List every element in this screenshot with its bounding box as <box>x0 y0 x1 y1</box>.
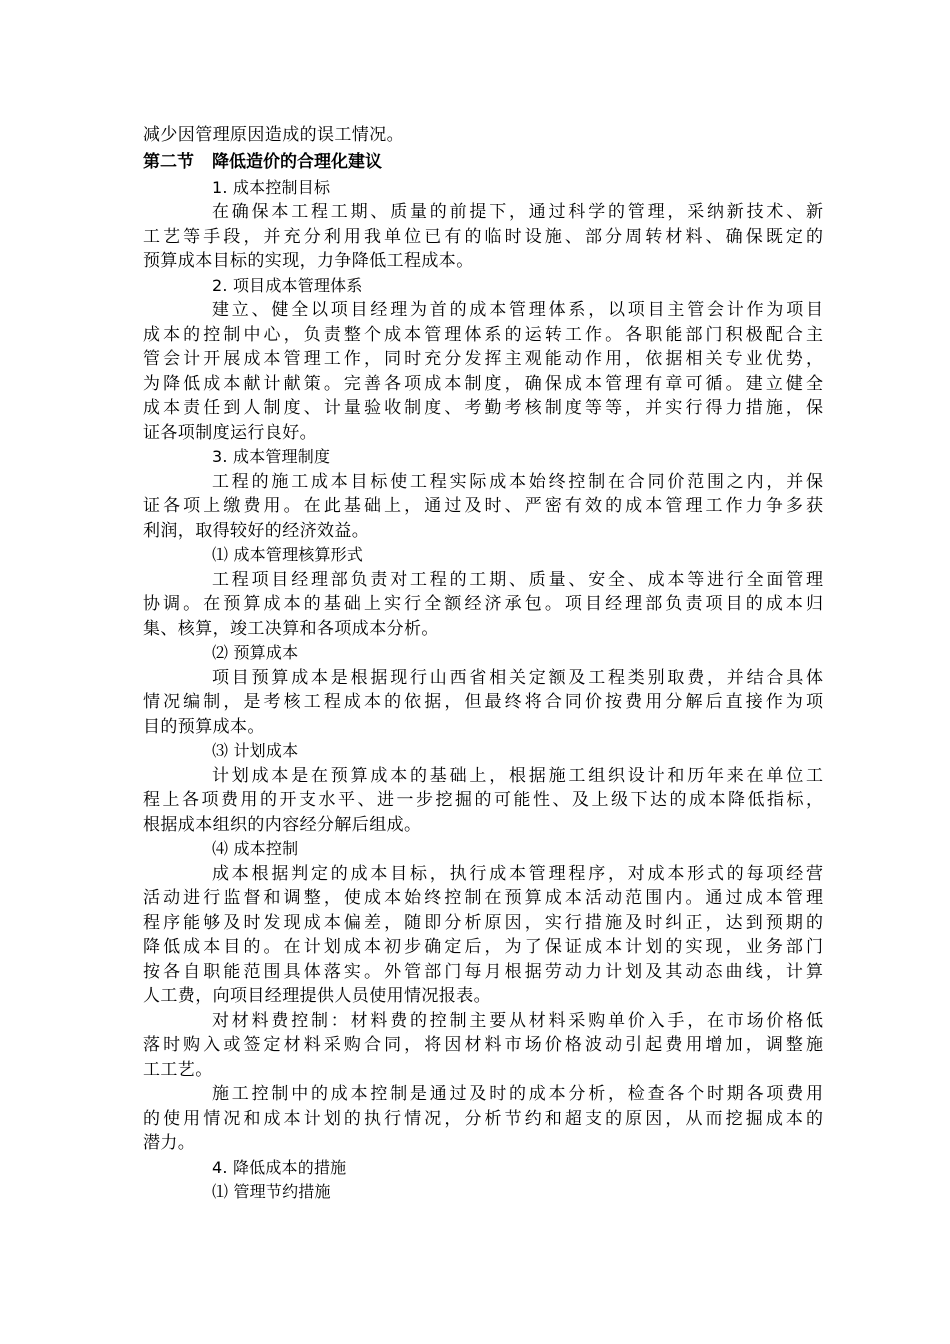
paragraph-line: 成本的控制中心，负责整个成本管理体系的运转工作。各职能部门积极配合主 <box>143 324 823 345</box>
subheading <box>143 1180 823 1205</box>
paragraph-line: 证各项制度运行良好。 <box>143 422 317 443</box>
paragraph <box>143 764 823 838</box>
paragraph-line: 按各自职能范围具体落实。外管部门每月根据劳动力计划及其动态曲线，计算 <box>143 961 823 982</box>
paragraph-line: 程上各项费用的开支水平、进一步挖掘的可能性、及上级下达的成本降低指标， <box>143 790 823 810</box>
subheading <box>143 1156 823 1181</box>
subheading-text: ⑷ 成本控制 <box>212 839 299 858</box>
paragraph-line: 程序能够及时发现成本偏差，随即分析原因，实行措施及时纠正，达到预期的 <box>143 912 823 933</box>
subheading <box>143 543 823 568</box>
paragraph-line: 计划成本是在预算成本的基础上，根据施工组织设计和历年来在单位工 <box>212 765 823 786</box>
subheading <box>143 641 823 666</box>
paragraph-line: 协调。在预算成本的基础上实行全额经济承包。项目经理部负责项目的成本归 <box>143 594 823 614</box>
paragraph <box>143 862 823 1009</box>
paragraph-line: 工程的施工成本目标使工程实际成本始终控制在合同价范围之内，并保 <box>212 471 823 492</box>
paragraph-line: 目的预算成本。 <box>143 716 265 737</box>
subheading <box>143 176 823 201</box>
subheading-text: ⑴ 管理节约措施 <box>212 1182 331 1201</box>
subheading-text: ⑴ 成本管理核算形式 <box>212 545 364 564</box>
paragraph <box>143 298 823 445</box>
paragraph-line: 管会计开展成本管理工作，同时充分发挥主观能动作用，依据相关专业优势， <box>143 349 823 369</box>
paragraph-line: 施工控制中的成本控制是通过及时的成本分析，检查各个时期各项费用 <box>212 1084 823 1104</box>
paragraph-line: 为降低成本献计献策。完善各项成本制度，确保成本管理有章可循。建立健全 <box>143 373 823 394</box>
subheading-text: ⑵ 预算成本 <box>212 643 299 662</box>
subheading-text: ⑶ 计划成本 <box>212 741 299 760</box>
paragraph-line: 活动进行监督和调整，使成本始终控制在预算成本活动范围内。通过成本管理 <box>143 888 823 908</box>
paragraph-line: 预算成本目标的实现，力争降低工程成本。 <box>143 251 474 271</box>
subheading <box>143 274 823 299</box>
paragraph-line: 工工艺。 <box>143 1059 213 1080</box>
paragraph-line: 潜力。 <box>143 1133 196 1153</box>
paragraph-line: 集、核算，竣工决算和各项成本分析。 <box>143 618 439 639</box>
paragraph <box>143 568 823 642</box>
paragraph-line: 根据成本组织的内容经分解后组成。 <box>143 814 422 835</box>
document-body <box>143 123 823 1205</box>
section-heading <box>143 148 823 176</box>
paragraph-line: 证各项上缴费用。在此基础上，通过及时、严密有效的成本管理工作力争多获 <box>143 496 823 516</box>
paragraph-line: 人工费，向项目经理提供人员使用情况报表。 <box>143 986 491 1006</box>
paragraph-line: 成本责任到人制度、计量验收制度、考勤考核制度等等，并实行得力措施，保 <box>143 398 823 418</box>
subheading-text: 4. 降低成本的措施 <box>212 1157 347 1177</box>
paragraph-line: 建立、健全以项目经理为首的成本管理体系，以项目主管会计作为项目 <box>212 300 823 320</box>
paragraph-line: 降低成本目的。在计划成本初步确定后，为了保证成本计划的实现，业务部门 <box>143 937 823 957</box>
paragraph-line: 项目预算成本是根据现行山西省相关定额及工程类别取费，并结合具体 <box>212 667 823 688</box>
paragraph-list <box>143 176 823 1205</box>
subheading-text: 3. 成本管理制度 <box>212 447 331 466</box>
paragraph-line: 工艺等手段，并充分利用我单位已有的临时设施、部分周转材料、确保既定的 <box>143 226 823 247</box>
subheading <box>143 445 823 470</box>
paragraph-line: 在确保本工程工期、质量的前提下，通过科学的管理，采纳新技术、新 <box>212 202 823 222</box>
paragraph-line: 对材料费控制：材料费的控制主要从材料采购单价入手，在市场价格低 <box>212 1010 823 1031</box>
subheading <box>143 837 823 862</box>
paragraph-line: 的使用情况和成本计划的执行情况，分析节约和超支的原因，从而挖掘成本的 <box>143 1108 823 1129</box>
subheading-text: 1. 成本控制目标 <box>212 177 331 197</box>
paragraph-line: 利润，取得较好的经济效益。 <box>143 520 370 541</box>
subheading-text: 2. 项目成本管理体系 <box>212 275 363 295</box>
paragraph <box>143 1082 823 1156</box>
intro-tail-line: 减少因管理原因造成的误工情况。 <box>143 125 404 145</box>
section-title: 降低造价的合理化建议 <box>212 151 382 172</box>
paragraph <box>143 470 823 544</box>
paragraph <box>143 200 823 274</box>
paragraph-line: 情况编制，是考核工程成本的依据，但最终将合同价按费用分解后直接作为项 <box>143 692 823 712</box>
subheading <box>143 739 823 764</box>
section-number: 第二节 <box>143 151 194 172</box>
paragraph <box>143 666 823 740</box>
paragraph <box>143 1009 823 1083</box>
paragraph-line: 成本根据判定的成本目标，执行成本管理程序，对成本形式的每项经营 <box>212 863 823 884</box>
paragraph-line: 落时购入或签定材料采购合同，将因材料市场价格波动引起费用增加，调整施 <box>143 1035 823 1055</box>
paragraph-line: 工程项目经理部负责对工程的工期、质量、安全、成本等进行全面管理 <box>212 569 823 590</box>
